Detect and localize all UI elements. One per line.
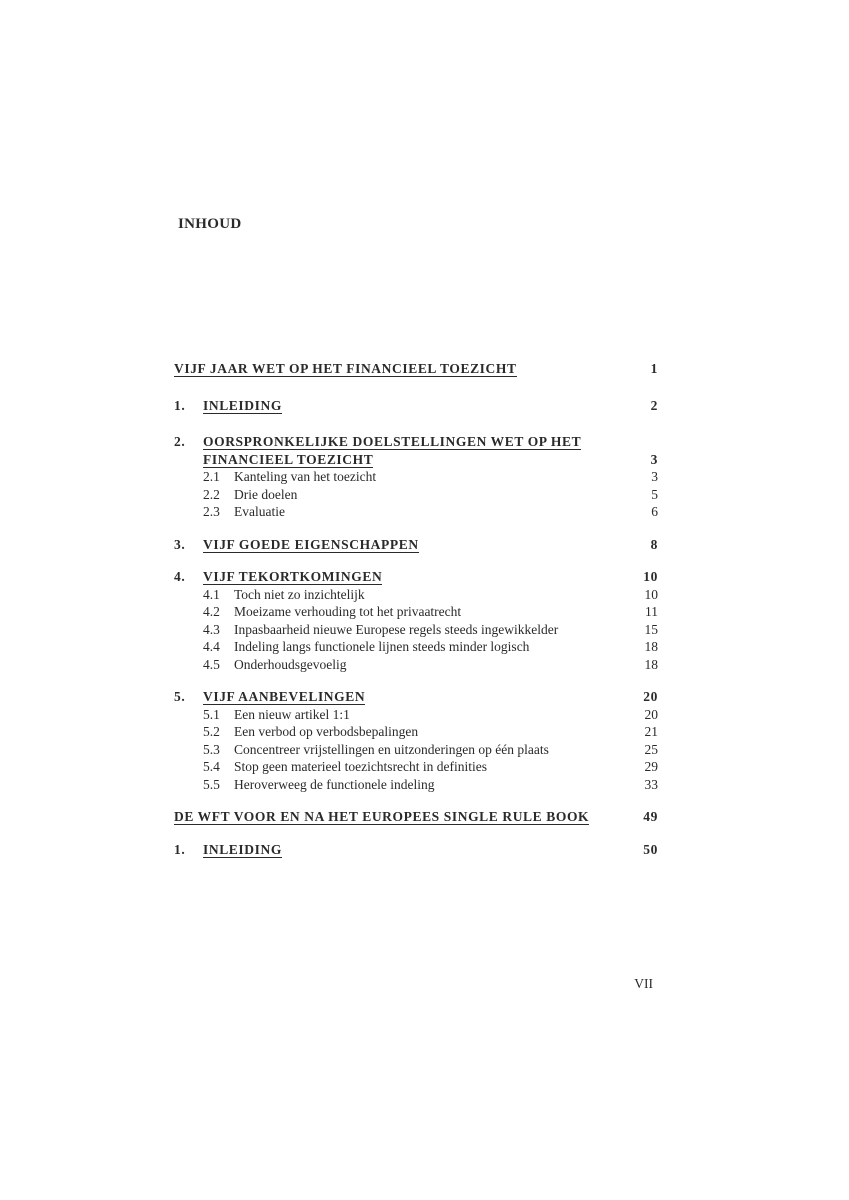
toc-section[interactable] — [172, 706, 658, 724]
toc-chapter[interactable] — [172, 397, 658, 415]
toc-section[interactable] — [172, 486, 658, 504]
toc-chapter-title: INLEIDING — [203, 397, 282, 413]
toc-section-number: 5.4 — [203, 759, 220, 774]
toc-section-number: 5.2 — [203, 724, 220, 739]
toc-section[interactable] — [172, 503, 658, 521]
toc-part-title: VIJF JAAR WET OP HET FINANCIEEL TOEZICHT — [174, 361, 517, 376]
toc-chapter-number: 3. — [174, 536, 186, 552]
toc-section-title: Evaluatie — [234, 504, 285, 519]
toc-page-number: 21 — [644, 724, 658, 739]
toc-page-number: 20 — [644, 706, 658, 722]
toc-page-number: 20 — [643, 689, 658, 704]
toc-section[interactable] — [172, 656, 658, 674]
table-of-contents — [172, 360, 658, 858]
toc-section-title: Toch niet zo inzichtelijk — [234, 586, 365, 602]
toc-page-number: 8 — [650, 536, 658, 552]
toc-chapter[interactable] — [172, 536, 658, 554]
toc-page-number: 10 — [644, 586, 658, 602]
toc-page-number: 49 — [643, 809, 658, 824]
toc-page-number: 3 — [650, 451, 658, 467]
toc-section-number: 4.2 — [203, 604, 220, 619]
toc-section-number: 2.3 — [203, 504, 220, 519]
toc-page-number: 3 — [651, 469, 658, 484]
toc-section-title: Indeling langs functionele lijnen steeds minder logisch — [234, 639, 530, 654]
toc-section-number: 5.3 — [203, 741, 220, 757]
toc-page-number: 2 — [650, 397, 658, 413]
toc-section-number: 5.5 — [203, 776, 220, 792]
toc-section[interactable] — [172, 603, 658, 621]
toc-chapter-number: 4. — [174, 569, 186, 584]
toc-chapter-title: VIJF TEKORTKOMINGEN — [203, 569, 383, 584]
toc-page-number: 6 — [651, 504, 658, 519]
page-title: INHOUD — [178, 216, 242, 232]
toc-section-title: Concentreer vrijstellingen en uitzonderingen op één plaats — [234, 741, 549, 757]
toc-section-title: Inpasbaarheid nieuwe Europese regels steeds ingewikkelder — [234, 621, 559, 637]
toc-page-number: 15 — [644, 621, 658, 637]
toc-page-number: 1 — [650, 361, 658, 376]
toc-section[interactable] — [172, 723, 658, 741]
toc-section-number: 4.3 — [203, 621, 220, 637]
toc-section-title: Heroverweeg de functionele indeling — [234, 776, 435, 792]
toc-page-number: 25 — [644, 741, 658, 757]
toc-chapter[interactable] — [172, 568, 658, 586]
page-folio: VII — [634, 976, 653, 991]
toc-section-title: Drie doelen — [234, 486, 298, 502]
toc-chapter-title: VIJF GOEDE EIGENSCHAPPEN — [203, 536, 419, 552]
toc-page-number: 10 — [643, 569, 658, 584]
toc-section-number: 4.5 — [203, 656, 220, 672]
toc-chapter-number: 5. — [174, 689, 186, 704]
toc-section[interactable] — [172, 758, 658, 776]
toc-section-title: Stop geen materieel toezichtsrecht in definities — [234, 759, 488, 774]
toc-part[interactable] — [172, 808, 658, 826]
toc-page-number: 11 — [645, 604, 658, 619]
toc-section-title: Moeizame verhouding tot het privaatrecht — [234, 604, 462, 619]
toc-page-number: 29 — [644, 759, 658, 774]
toc-section-title: Een nieuw artikel 1:1 — [234, 706, 350, 722]
toc-chapter-title: OORSPRONKELIJKE DOELSTELLINGEN WET OP HET — [203, 434, 582, 449]
toc-section[interactable] — [172, 468, 658, 486]
toc-chapter-number: 1. — [174, 397, 186, 413]
toc-chapter-number: 1. — [174, 841, 186, 857]
toc-chapter[interactable] — [172, 688, 658, 706]
toc-chapter-number: 2. — [174, 434, 186, 449]
toc-section-title: Kanteling van het toezicht — [234, 469, 377, 484]
toc-page-number: 50 — [643, 841, 658, 857]
toc-section-title: Onderhoudsgevoelig — [234, 656, 347, 672]
toc-page-number: 5 — [651, 486, 658, 502]
toc-chapter-continuation[interactable] — [172, 451, 658, 469]
toc-section-number: 5.1 — [203, 706, 220, 722]
toc-section[interactable] — [172, 621, 658, 639]
toc-chapter[interactable] — [172, 433, 658, 451]
toc-part[interactable] — [172, 360, 658, 378]
toc-section[interactable] — [172, 776, 658, 794]
toc-section[interactable] — [172, 586, 658, 604]
toc-page-number: 33 — [644, 776, 658, 792]
toc-page-number: 18 — [644, 656, 658, 672]
toc-chapter-title: FINANCIEEL TOEZICHT — [203, 451, 374, 467]
toc-page-number: 18 — [644, 639, 658, 654]
toc-chapter-title: INLEIDING — [203, 841, 282, 857]
toc-section-number: 4.1 — [203, 586, 220, 602]
toc-part-title: DE WFT VOOR EN NA HET EUROPEES SINGLE RULE BOOK — [174, 809, 590, 824]
toc-section-number: 2.1 — [203, 469, 220, 484]
toc-section[interactable] — [172, 638, 658, 656]
toc-section-number: 4.4 — [203, 639, 220, 654]
toc-section[interactable] — [172, 741, 658, 759]
toc-chapter-title: VIJF AANBEVELINGEN — [203, 689, 366, 704]
toc-section-number: 2.2 — [203, 486, 220, 502]
toc-chapter[interactable] — [172, 841, 658, 859]
toc-section-title: Een verbod op verbodsbepalingen — [234, 724, 419, 739]
